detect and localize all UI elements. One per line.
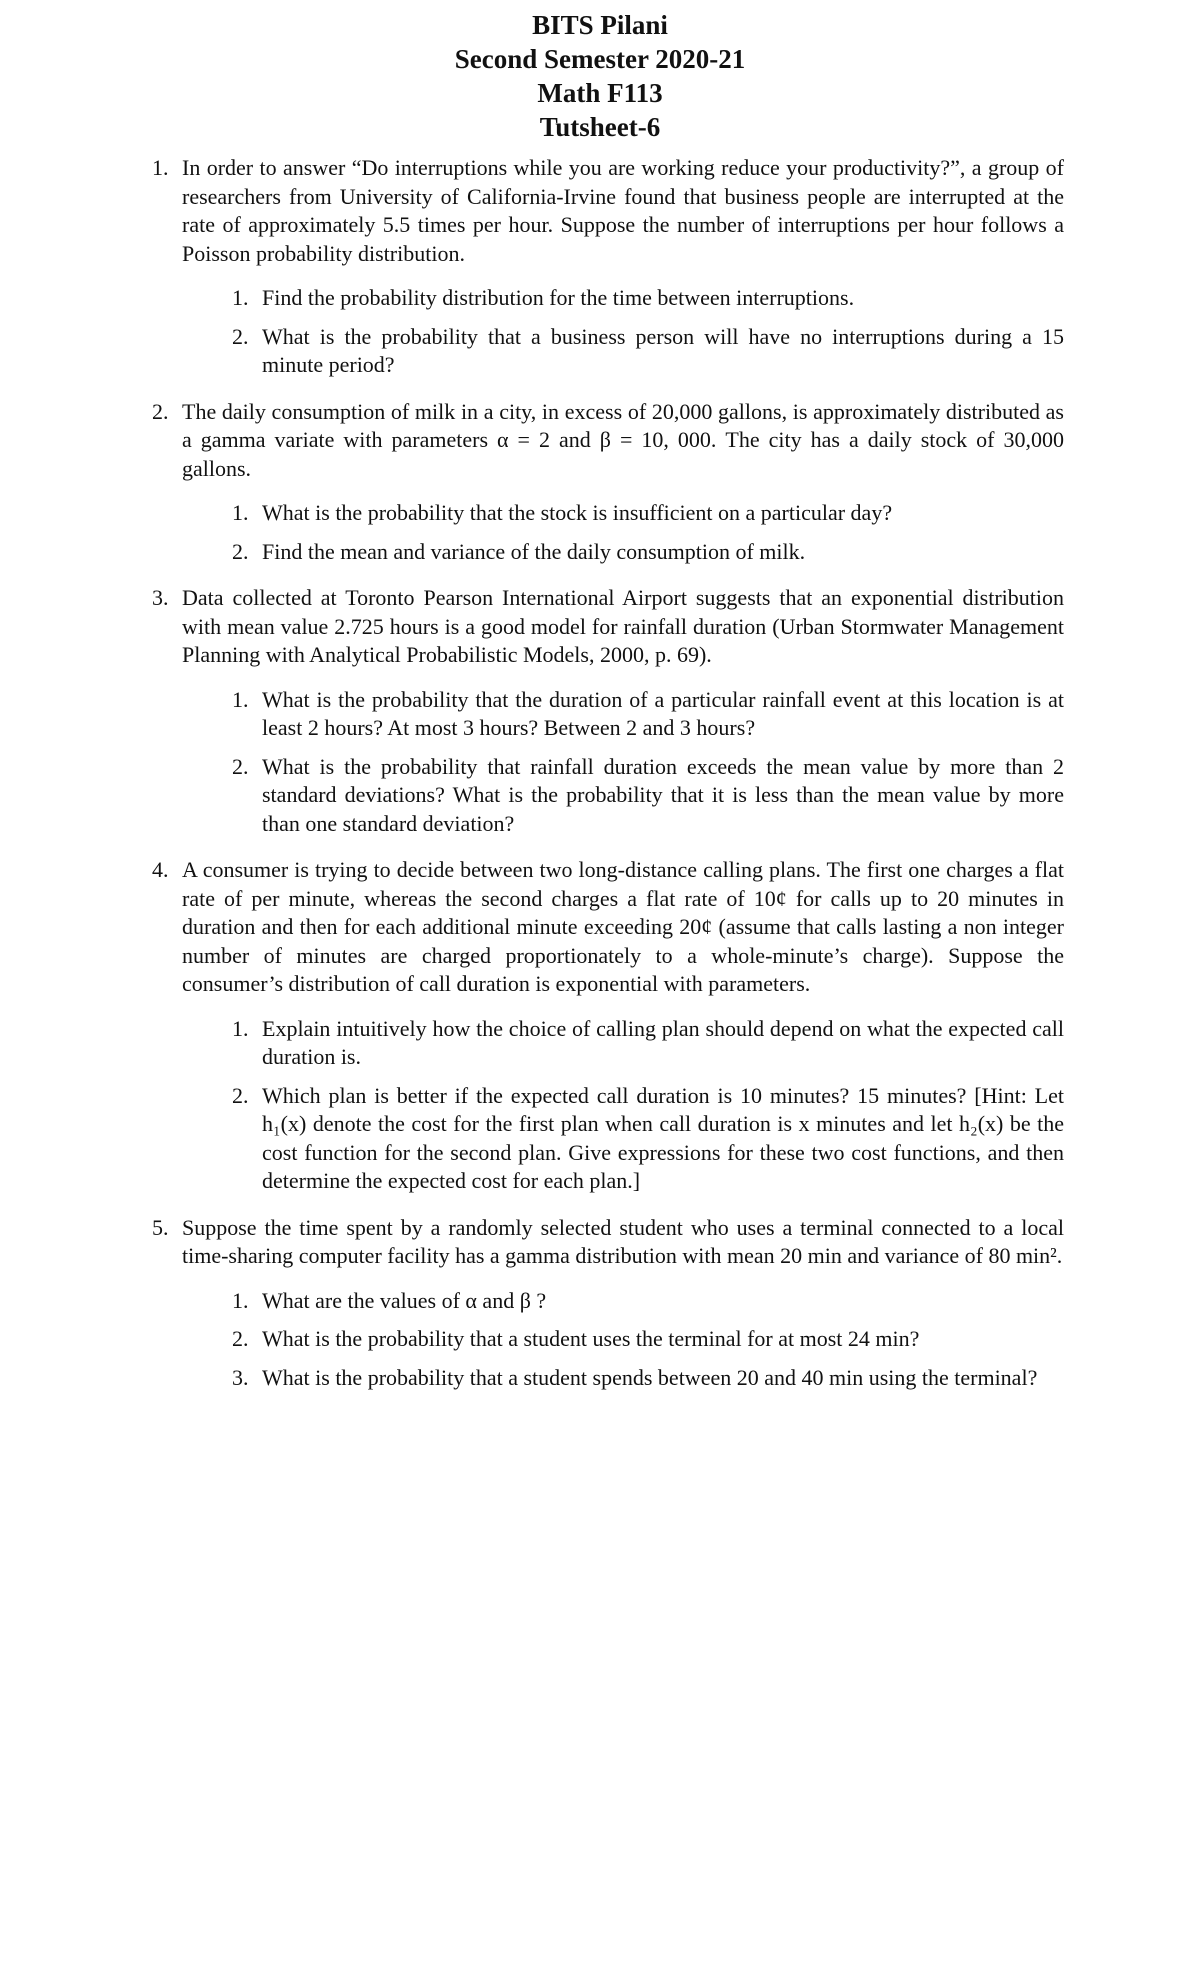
problem-1 (152, 154, 1064, 380)
problem-number: 4. (152, 857, 169, 882)
subquestion (232, 284, 1064, 313)
subquestion-text: What are the values of α and β ? (262, 1287, 547, 1313)
subquestion (232, 686, 1064, 743)
problem-2 (152, 398, 1064, 567)
subquestion (232, 323, 1064, 380)
problem-text: In order to answer “Do interruptions while you are working reduce your productivity?”, a group of researchers from University of California-Irvine found that business people are interrupted at the rate of approximately 5.5 times per hour. Suppose the number of interruptions per hour follows a Poisson probability distribution. (182, 155, 1064, 266)
subquestion-number: 1. (232, 1015, 249, 1041)
problem-5 (152, 1214, 1064, 1393)
problem-number: 2. (152, 398, 169, 424)
problem-number: 5. (152, 1214, 169, 1240)
problem-number: 3. (152, 585, 169, 610)
subquestion-text: What is the probability that a business person will have no interruptions during a 15 minute period? (262, 323, 1064, 377)
subquestion-text: Which plan is better if the expected call duration is 10 minutes? 15 minutes? [Hint: Let h₁(x) denote the cost for the first plan when call duration is x minutes and let h₂(x) be the cost function for the second plan. Give expressions for these two cost functions, and then determine the expected cost for each plan.] (262, 1082, 1064, 1193)
subquestion (232, 1364, 1064, 1393)
subquestion-number: 1. (232, 1287, 249, 1313)
subquestion-number: 2. (232, 323, 249, 349)
subquestion-text: What is the probability that the stock is insufficient on a particular day? (262, 500, 893, 525)
semester-title: Second Semester 2020-21 (454, 44, 746, 74)
subquestion-list (182, 1015, 1064, 1196)
subquestion-number: 2. (232, 753, 249, 779)
subquestion-list (182, 686, 1064, 839)
problem-number: 1. (152, 155, 169, 180)
subquestion-text: Explain intuitively how the choice of calling plan should depend on what the expected call duration is. (262, 1015, 1064, 1069)
subquestion (232, 753, 1064, 839)
subquestion-list (182, 284, 1064, 380)
subquestion-number: 2. (232, 538, 249, 564)
subquestion-list (182, 499, 1064, 566)
document-header (0, 8, 1200, 144)
subquestion (232, 1015, 1064, 1072)
subquestion (232, 538, 1064, 567)
subquestion-text: Find the probability distribution for the time between interruptions. (262, 285, 855, 310)
subquestion-text: What is the probability that rainfall duration exceeds the mean value by more than 2 standard deviations? What is the probability that it is less than the mean value by more than one standard deviation? (262, 753, 1064, 836)
subquestion-number: 3. (232, 1364, 249, 1390)
subquestion-number: 1. (232, 686, 249, 712)
subquestion-text: What is the probability that a student uses the terminal for at most 24 min? (262, 1326, 920, 1351)
subquestion-text: What is the probability that a student spends between 20 and 40 min using the terminal? (262, 1364, 1038, 1390)
subquestion-number: 1. (232, 285, 249, 310)
problem-text: Data collected at Toronto Pearson International Airport suggests that an exponential distribution with mean value 2.725 hours is a good model for rainfall duration (Urban Stormwater Management Planning with Analytical Probabilistic Models, 2000, p. 69). (182, 585, 1064, 667)
subquestion (232, 1082, 1064, 1196)
problem-3 (152, 584, 1064, 838)
sheet-title: Tutsheet-6 (539, 112, 661, 142)
subquestion-number: 1. (232, 500, 249, 525)
subquestion-number: 2. (232, 1326, 249, 1351)
subquestion-number: 2. (232, 1082, 249, 1108)
problem-4 (152, 856, 1064, 1196)
institution-title: BITS Pilani (532, 10, 668, 40)
problem-text: A consumer is trying to decide between two long-distance calling plans. The first one charges a flat rate of per minute, whereas the second charges a flat rate of 10¢ for calls up to 20 minutes in duration and then for each additional minute exceeding 20¢ (assume that calls lasting a non integer number of minutes are charged proportionately to a whole-minute’s charge). Suppose the consumer’s distribution of call duration is exponential with parameters. (182, 857, 1064, 996)
subquestion (232, 1287, 1064, 1316)
subquestion-text: What is the probability that the duration of a particular rainfall event at this location is at least 2 hours? At most 3 hours? Between 2 and 3 hours? (262, 686, 1064, 740)
problem-text: The daily consumption of milk in a city, in excess of 20,000 gallons, is approximately distributed as a gamma variate with parameters α = 2 and β = 10, 000. The city has a daily stock of 30,000 gallons. (182, 398, 1064, 481)
course-title: Math F113 (537, 78, 663, 108)
subquestion-list (182, 1287, 1064, 1393)
subquestion (232, 499, 1064, 528)
problem-text: Suppose the time spent by a randomly selected student who uses a terminal connected to a local time-sharing computer facility has a gamma distribution with mean 20 min and variance of 80 min². (182, 1214, 1064, 1268)
problem-list (152, 154, 1064, 1410)
subquestion-text: Find the mean and variance of the daily consumption of milk. (262, 538, 806, 564)
subquestion (232, 1325, 1064, 1354)
